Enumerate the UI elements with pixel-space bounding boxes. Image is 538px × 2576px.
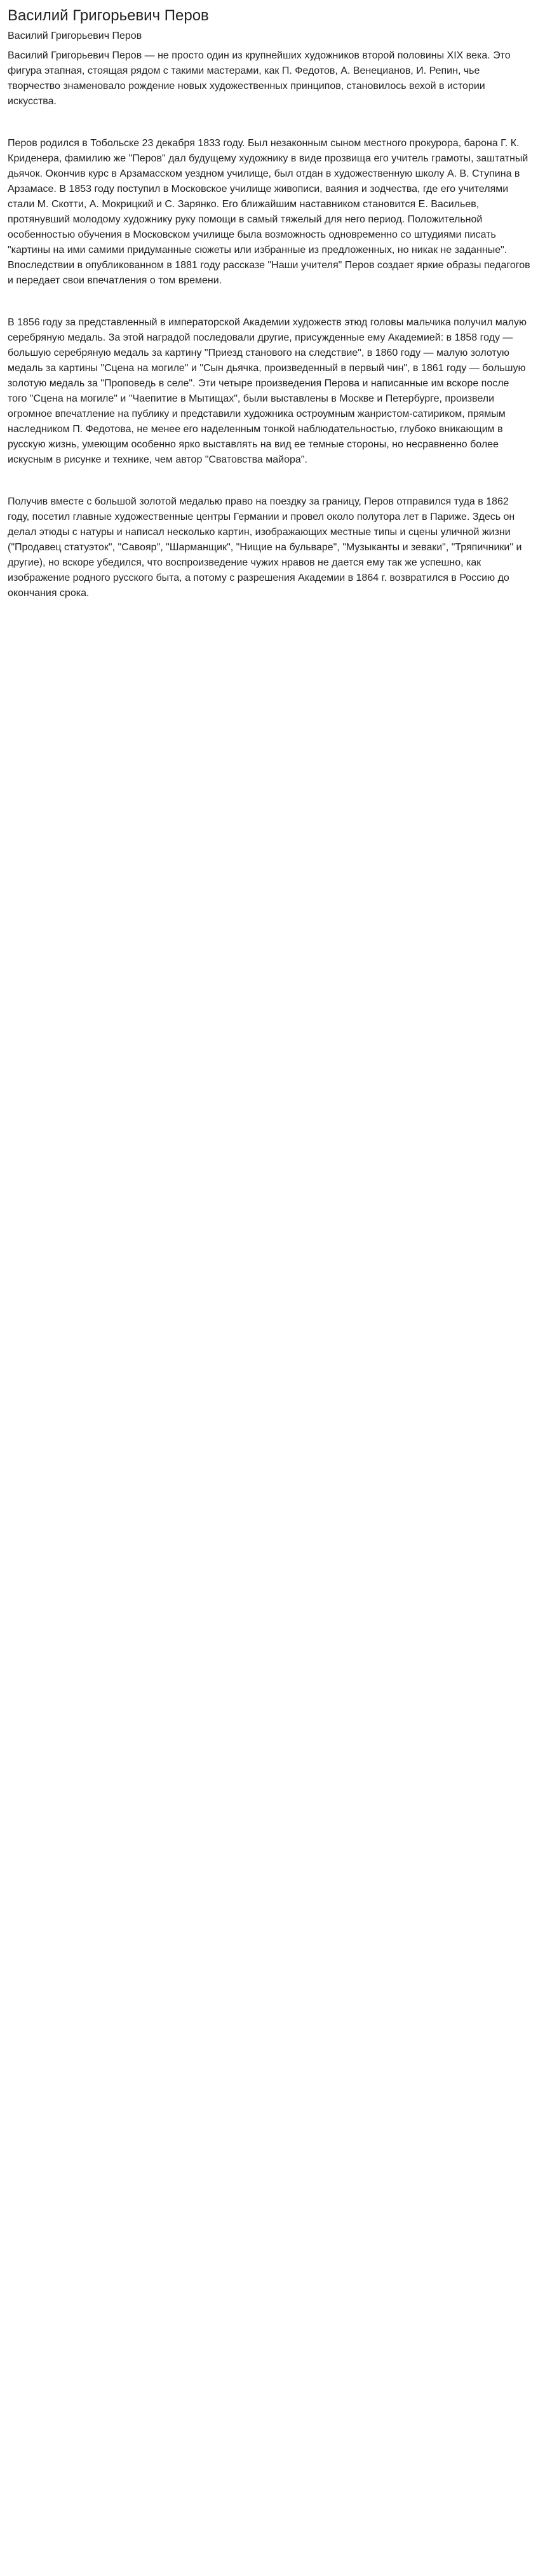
paragraph-early-life: Перов родился в Тобольске 23 декабря 1833 году. Был незаконным сыном местного прокурора, барона Г. К. Криденера, фамилию же "Перов" дал будущему художнику в виде прозвища его учитель грамоты, заштатный дьячок. Окончив курс в Арзамасском уездном училище, был отдан в художественную школу А. В. Ступина в Арзамасе. В 1853 году поступил в Московское училище живописи, ваяния и зодчества, где его учителями стали М. Скотти, А. Мокрицкий и С. Зарянко. Его ближайшим наставником становится Е. Васильев, протянувший молодому художнику руку помощи в самый тяжелый для него период. Положительной особенностью обучения в Московском училище была возможность одновременно со штудиями писать "картины на ими самими придуманные сюжеты или избранные из предложенных, но никак не заданные". Впоследствии в опубликованном в 1881 году рассказе "Наши учителя" Перов создает яркие образы педагогов и передает свои впечатления о том времени. <box>8 138 530 286</box>
page-title: Василий Григорьевич Перов <box>8 7 209 24</box>
paragraph-intro: Василий Григорьевич Перов — не просто один из крупнейших художников второй половины XIX века. Это фигура этапная, стоящая рядом с такими мастерами, как П. Федотов, А. Венецианов, И. Репин, чье творчество знаменовало рождение новых художественных принципов, становилось вехой в истории искусства. <box>8 50 511 107</box>
article <box>0 0 538 653</box>
page-subtitle: Василий Григорьевич Перов <box>8 31 142 41</box>
paragraph-abroad: Получив вместе с большой золотой медалью право на поездку за границу, Перов отправился туда в 1862 году, посетил главные художественные центры Германии и провел около полутора лет в Париже. Здесь он делал этюды с натуры и написал несколько картин, изображающих местные типы и сцены уличной жизни ("Продавец статуэток", "Савояр", "Шарманщик", "Нищие на бульваре", "Музыканты и зеваки", "Тряпичники" и другие), но вскоре убедился, что воспроизведение чужих нравов не дается ему так же успешно, как изображение родного русского быта, а потому с разрешения Академии в 1864 г. возвратился в Россию до окончания срока. <box>8 496 522 599</box>
paragraph-academy-awards: В 1856 году за представленный в императорской Академии художеств этюд головы мальчика получил малую серебряную медаль. За этой наградой последовали другие, присужденные ему Академией: в 1858 году — большую серебряную медаль за картину "Приезд станового на следствие", в 1860 году — малую золотую медаль за картины "Сцена на могиле" и "Сын дьячка, произведенный в первый чин", в 1861 году — большую золотую медаль за "Проповедь в селе". Эти четыре произведения Перова и написанные им вскоре после того "Сцена на могиле" и "Чаепитие в Мытищах", были выставлены в Москве и Петербурге, произвели огромное впечатление на публику и представили художника остроумным жанристом-сатириком, прямым наследником П. Федотова, не менее его наделенным тонкой наблюдательностью, глубоко вникающим в русскую жизнь, умеющим особенно ярко выставлять на вид ее темные стороны, но несравненно более искусным в рисунке и технике, чем автор "Сватовства майора". <box>8 317 527 465</box>
